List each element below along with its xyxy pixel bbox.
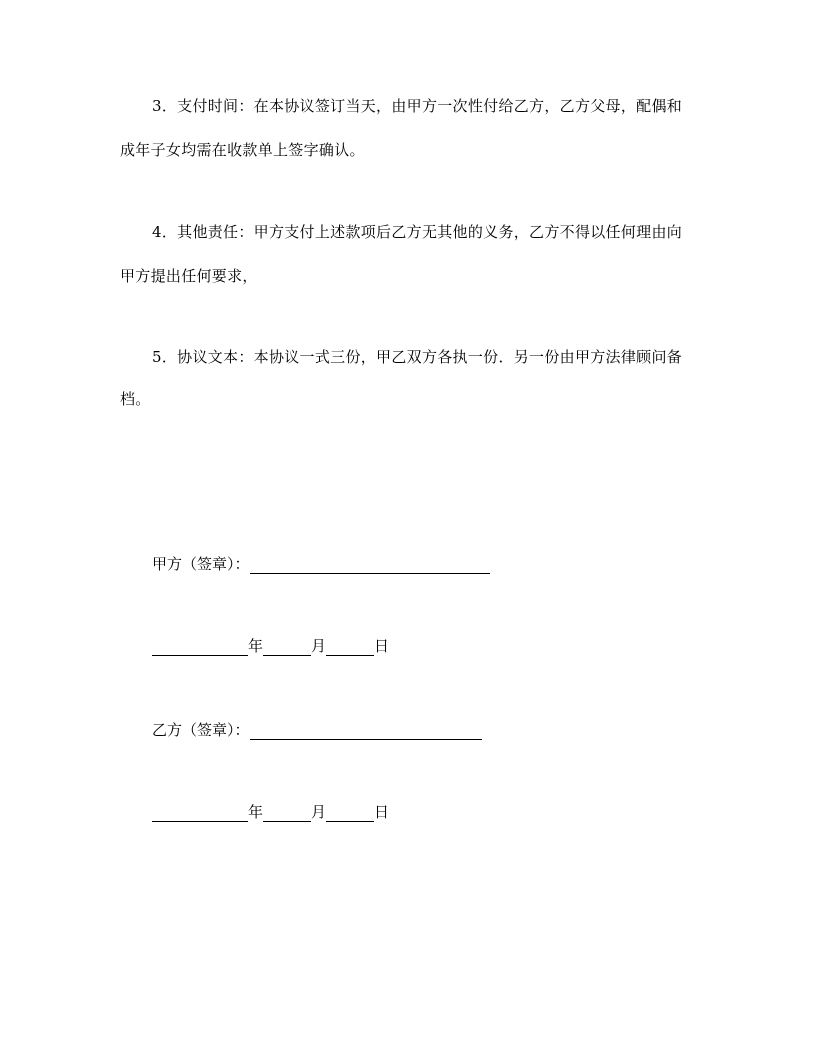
party-b-date-row (152, 802, 389, 822)
party-a-year-blank[interactable] (152, 639, 248, 656)
party-a-signature-row (152, 554, 490, 574)
party-b-month-label: 月 (311, 803, 327, 821)
party-b-day-blank[interactable] (326, 805, 374, 822)
party-b-year-label: 年 (248, 803, 264, 821)
party-a-label: 甲方（签章）： (152, 555, 250, 573)
party-a-month-blank[interactable] (263, 639, 311, 656)
clause-5-line-1: 5．协议文本：本协议一式三份，甲乙双方各执一份．另一份由甲方法律顾问备 (152, 348, 683, 366)
clause-3-line-2: 成年子女均需在收款单上签字确认。 (120, 141, 365, 159)
party-b-year-blank[interactable] (152, 805, 248, 822)
party-b-label: 乙方（签章）： (152, 721, 250, 739)
party-a-day-label: 日 (374, 637, 390, 655)
clause-4-line-2: 甲方提出任何要求， (120, 267, 258, 285)
clause-4-line-1: 4．其他责任：甲方支付上述款项后乙方无其他的义务，乙方不得以任何理由向 (152, 223, 683, 241)
party-b-signature-blank[interactable] (250, 723, 482, 740)
party-a-signature-blank[interactable] (250, 557, 490, 574)
party-b-signature-row (152, 720, 482, 740)
party-b-day-label: 日 (374, 803, 390, 821)
clause-5-line-2: 档。 (120, 390, 151, 408)
party-b-month-blank[interactable] (263, 805, 311, 822)
party-a-date-row (152, 636, 389, 656)
party-a-year-label: 年 (248, 637, 264, 655)
party-a-day-blank[interactable] (326, 639, 374, 656)
party-a-month-label: 月 (311, 637, 327, 655)
clause-3-line-1: 3．支付时间：在本协议签订当天，由甲方一次性付给乙方，乙方父母，配偶和 (152, 97, 683, 115)
